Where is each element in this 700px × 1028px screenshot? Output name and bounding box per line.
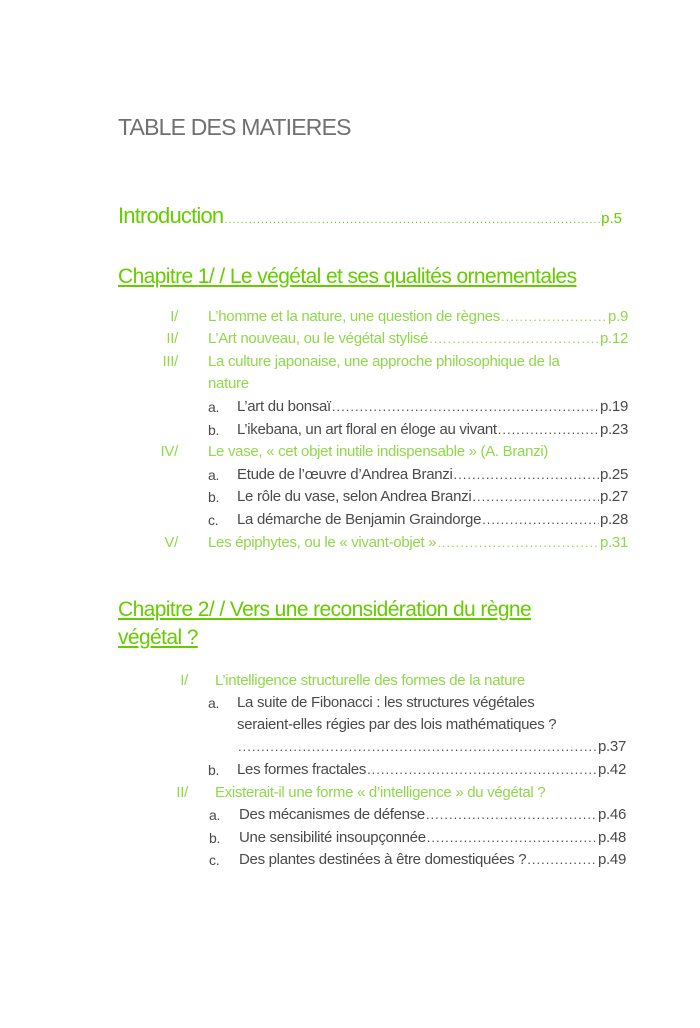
toc-subentry[interactable]: [208, 419, 628, 441]
entry-page: p.5: [601, 210, 622, 227]
entry-letter: a.: [209, 807, 221, 823]
entry-letter: a.: [208, 467, 220, 483]
entry-page: p.49: [598, 851, 626, 868]
dot-leader: [527, 849, 597, 871]
entry-label: L’Art nouveau, ou le végétal stylisé: [208, 330, 429, 347]
toc-subentry[interactable]: [209, 849, 626, 871]
entry-label-continuation: nature: [208, 375, 249, 392]
chapter-2-heading-line2: végétal ?: [118, 626, 198, 649]
toc-subentry[interactable]: [208, 509, 628, 531]
entry-letter: a.: [208, 399, 220, 415]
dot-leader: [429, 328, 599, 350]
toc-entry[interactable]: [138, 306, 628, 328]
entry-letter: c.: [209, 852, 220, 868]
entry-page: p.23: [600, 421, 628, 438]
entry-letter: c.: [208, 512, 219, 528]
entry-numeral: III/: [162, 353, 178, 370]
chapter-2-heading[interactable]: [118, 596, 531, 652]
toc-subentry[interactable]: [208, 692, 626, 714]
entry-page: p.25: [600, 466, 628, 483]
entry-letter: b.: [208, 422, 220, 438]
toc-subentry[interactable]: [209, 827, 626, 849]
entry-numeral: I/: [170, 308, 178, 325]
dot-leader: [238, 736, 597, 758]
dot-leader: [498, 419, 599, 441]
entry-label: Les épiphytes, ou le « vivant-objet »: [208, 534, 437, 551]
dot-leader: [501, 306, 607, 328]
entry-label-continuation: seraient-elles régies par des lois mathématiques ?: [237, 716, 557, 733]
entry-label: Le vase, « cet objet inutile indispensable » (A. Branzi): [208, 443, 549, 460]
dot-leader: [454, 464, 599, 486]
entry-label: L’ikebana, un art floral en éloge au vivant: [237, 421, 497, 438]
entry-page: p.46: [598, 806, 626, 823]
entry-label: La démarche de Benjamin Graindorge: [237, 511, 482, 528]
entry-letter: a.: [208, 695, 220, 711]
entry-label: Des mécanismes de défense: [239, 806, 425, 823]
dot-leader: [367, 759, 597, 781]
entry-page: p.28: [600, 511, 628, 528]
entry-letter: b.: [209, 830, 221, 846]
entry-numeral: I/: [180, 672, 188, 689]
entry-page: p.42: [598, 761, 626, 778]
dot-leader: [332, 396, 599, 418]
entry-page: p.48: [598, 829, 626, 846]
chapter-2-heading-line1: Chapitre 2/ / Vers une reconsidération du règne: [118, 598, 532, 621]
entry-label: Introduction: [118, 203, 224, 228]
toc-entry[interactable]: [138, 351, 628, 373]
dot-leader: [224, 214, 600, 226]
entry-page: p.9: [608, 308, 628, 325]
entry-numeral: IV/: [160, 443, 178, 460]
entry-numeral: II/: [176, 784, 188, 801]
entry-page: p.31: [600, 534, 628, 551]
entry-label: La suite de Fibonacci : les structures végétales: [237, 694, 535, 711]
dot-leader: [482, 509, 599, 531]
toc-entry[interactable]: [138, 441, 628, 463]
entry-label: Existerait-il une forme « d’intelligence » du végétal ?: [215, 784, 546, 801]
entry-page: p.37: [598, 738, 626, 755]
entry-label: Etude de l’œuvre d’Andrea Branzi: [237, 466, 453, 483]
toc-subentry[interactable]: [208, 759, 626, 781]
entry-label: Des plantes destinées à être domestiquées ?: [239, 851, 527, 868]
toc-entry[interactable]: [148, 782, 628, 804]
dot-leader: [437, 532, 599, 554]
entry-label: L’art du bonsaï: [237, 398, 331, 415]
entry-label: Les formes fractales: [237, 761, 367, 778]
dot-leader: [427, 827, 597, 849]
entry-label: L’homme et la nature, une question de règnes: [208, 308, 501, 325]
toc-entry[interactable]: [138, 532, 628, 554]
entry-numeral: V/: [164, 534, 178, 551]
entry-label: La culture japonaise, une approche philosophique de la: [208, 353, 560, 370]
toc-entry[interactable]: [148, 670, 628, 692]
toc-subentry[interactable]: [208, 396, 628, 418]
entry-page: p.27: [600, 488, 628, 505]
toc-entry[interactable]: [138, 328, 628, 350]
entry-letter: b.: [208, 489, 220, 505]
entry-page: p.19: [600, 398, 628, 415]
entry-page: p.12: [600, 330, 628, 347]
chapter-1-heading[interactable]: Chapitre 1/ / Le végétal et ses qualités ornementales: [118, 265, 577, 288]
dot-leader: [472, 486, 599, 508]
toc-subentry-page-line[interactable]: [237, 736, 626, 758]
entry-letter: b.: [208, 762, 220, 778]
entry-label: Une sensibilité insoupçonnée: [239, 829, 426, 846]
toc-subentry[interactable]: [209, 804, 626, 826]
toc-title: TABLE DES MATIERES: [118, 114, 351, 140]
entry-numeral: II/: [166, 330, 178, 347]
entry-label: Le rôle du vase, selon Andrea Branzi: [237, 488, 472, 505]
toc-subentry[interactable]: [208, 464, 628, 486]
toc-subentry[interactable]: [208, 486, 628, 508]
entry-label: L’intelligence structurelle des formes de la nature: [215, 672, 525, 689]
toc-entry-introduction[interactable]: [118, 203, 622, 229]
dot-leader: [426, 804, 597, 826]
